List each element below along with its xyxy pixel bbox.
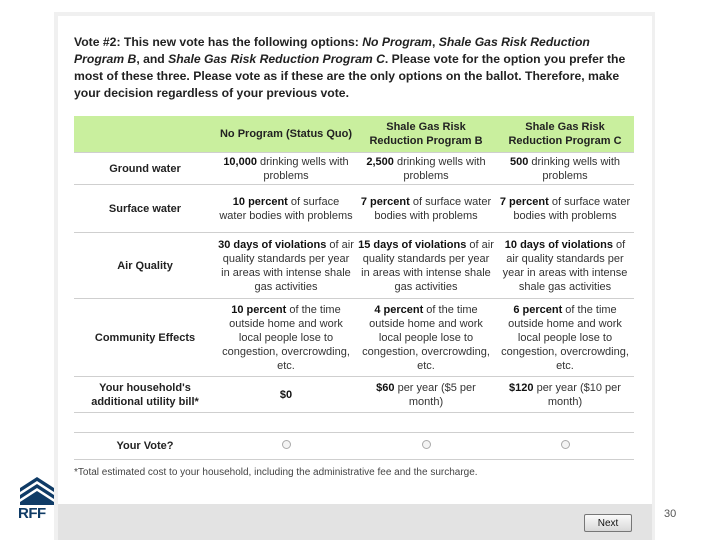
cell: 6 percent of the time outside home and work local people lose to congestion, overcrowding, etc.	[496, 299, 634, 377]
vote-radio-program-b[interactable]	[422, 440, 431, 449]
row-label: Ground water	[74, 153, 216, 185]
header-program-c: Shale Gas Risk Reduction Program C	[496, 116, 634, 153]
row-ground-water	[74, 153, 634, 185]
cell: 7 percent of surface water bodies with problems	[496, 185, 634, 233]
cost-footnote: *Total estimated cost to your household, including the administrative fee and the surcharge.	[74, 467, 478, 478]
row-air-quality	[74, 233, 634, 299]
logo-text: RFF	[18, 505, 46, 522]
header-program-b: Shale Gas Risk Reduction Program B	[356, 116, 496, 153]
cell: 4 percent of the time outside home and work local people lose to congestion, overcrowding, etc.	[356, 299, 496, 377]
header-blank	[74, 116, 216, 153]
cell: 2,500 drinking wells with problems	[356, 153, 496, 185]
vote-instructions: Vote #2: This new vote has the following options: No Program, Shale Gas Risk Reduction Program B, and Shale Gas Risk Reduction Program C. Please vote for the option you prefer the most of these three. Please vote as if these are the only options on the ballot. Therefore, make your decision regardless of your previous vote.	[74, 35, 626, 100]
row-label: Community Effects	[74, 299, 216, 377]
cell: 7 percent of surface water bodies with problems	[356, 185, 496, 233]
row-label: Your household's additional utility bill*	[74, 377, 216, 413]
row-community-effects	[74, 299, 634, 377]
cell: 500 drinking wells with problems	[496, 153, 634, 185]
option-no-program: No Program	[362, 35, 433, 49]
row-label: Surface water	[74, 185, 216, 233]
cell: $120 per year ($10 per month)	[496, 377, 634, 413]
vote-label: Vote #2:	[74, 35, 121, 49]
option-program-c: Shale Gas Risk Reduction Program C	[168, 52, 385, 66]
cell: 10,000 drinking wells with problems	[216, 153, 356, 185]
cell: 10 days of violations of air quality standards per year in areas with intense shale gas activities	[496, 233, 634, 299]
row-surface-water	[74, 185, 634, 233]
vote-radio-no-program[interactable]	[282, 440, 291, 449]
page-number: 30	[664, 508, 677, 520]
spacer-row	[74, 413, 634, 433]
cell: $0	[216, 377, 356, 413]
option-program-b: Shale Gas Risk Reduction Program B	[74, 35, 590, 66]
vote-radio-program-c[interactable]	[561, 440, 570, 449]
next-button[interactable]: Next	[584, 514, 632, 532]
cell: 10 percent of the time outside home and work local people lose to congestion, overcrowding, etc.	[216, 299, 356, 377]
header-row	[74, 116, 634, 153]
row-label: Your Vote?	[74, 433, 216, 460]
choice-table	[74, 116, 634, 460]
cell: $60 per year ($5 per month)	[356, 377, 496, 413]
cell: 30 days of violations of air quality standards per year in areas with intense shale gas activities	[216, 233, 356, 299]
cell: 15 days of violations of air quality standards per year in areas with intense shale gas activities	[356, 233, 496, 299]
row-your-vote	[74, 433, 634, 460]
row-utility-bill	[74, 377, 634, 413]
survey-footer-bar	[58, 504, 652, 540]
row-label: Air Quality	[74, 233, 216, 299]
header-no-program: No Program (Status Quo)	[216, 116, 356, 153]
cell: 10 percent of surface water bodies with problems	[216, 185, 356, 233]
